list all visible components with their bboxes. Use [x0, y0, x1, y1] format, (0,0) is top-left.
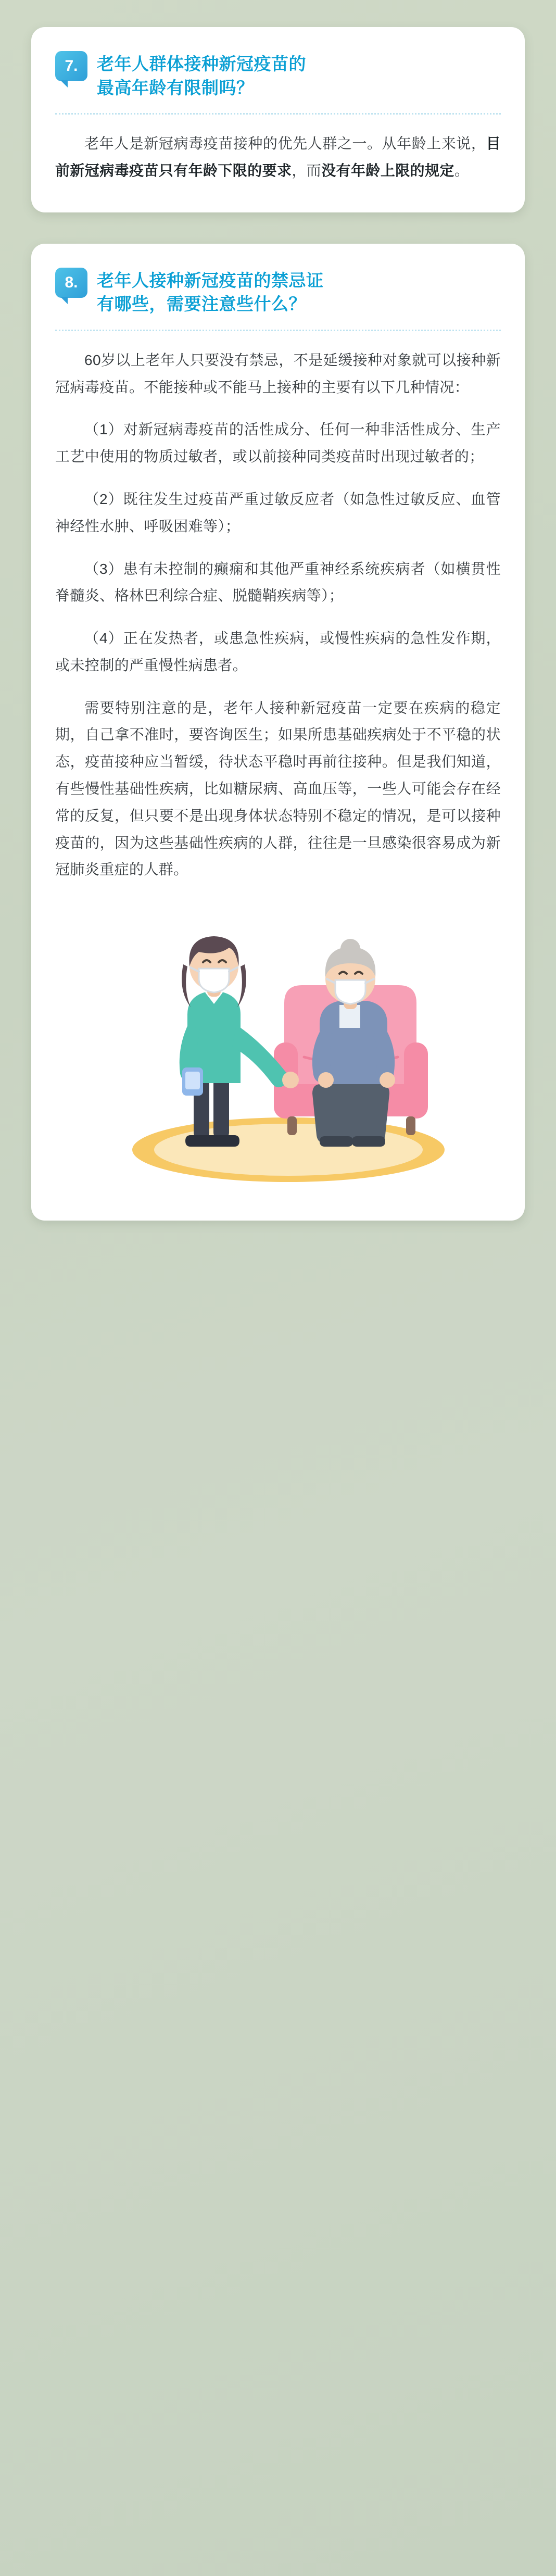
infographic-page	[0, 0, 556, 1283]
question-title-line: 有哪些，需要注意些什么？	[97, 294, 306, 314]
question-heading-7	[55, 51, 501, 99]
answer-paragraph-note: 需要特别注意的是，老年人接种新冠疫苗一定要在疾病的稳定期，自己拿不准时，要咨询医生；如果所患基础疾病处于不平稳的状态，疫苗接种应当暂缓，待状态平稳时再前往接种。但是我们知道，有些慢性基础性疾病，比如糖尿病、高血压等，一些人可能会存在经常的反复，但只要不是出现身体状态特别不稳定的情况，是可以接种疫苗的，因为这些基础性疾病的人群，往往是一旦感染很容易成为新冠肺炎重症的人群。	[55, 699, 501, 878]
illustration-container	[55, 901, 501, 1192]
text-run: 。	[454, 162, 470, 179]
question-title-line: 老年人接种新冠疫苗的禁忌证	[97, 270, 324, 290]
question-number-badge-7: 7.	[55, 51, 87, 81]
nurse-hand	[282, 1072, 299, 1088]
question-title-7	[97, 51, 306, 99]
answer-paragraph	[55, 130, 501, 184]
question-card-8	[31, 244, 525, 1221]
question-title-line: 老年人群体接种新冠疫苗的	[97, 54, 306, 73]
question-card-7	[31, 27, 525, 212]
text-run: 老年人是新冠病毒疫苗接种的优先人群之一。从年龄上来说，	[84, 135, 486, 152]
answer-paragraph-item-4: （4）正在发热者，或患急性疾病，或慢性疾病的急性发作期，或未控制的严重慢性病患者。	[55, 630, 501, 673]
dotted-divider	[55, 330, 501, 331]
text-run: ，而	[292, 162, 322, 179]
answer-paragraph-item-3: （3）患有未控制的癫痫和其他严重神经系统疾病者（如横贯性脊髓炎、格林巴利综合症、脱髓鞘疾病等）；	[55, 560, 501, 604]
dotted-divider	[55, 113, 501, 115]
page-bottom-spacer	[31, 1252, 525, 1262]
text-run-emphasis: 目前新冠病毒疫苗只有年龄下限的要求	[55, 135, 501, 179]
question-title-line: 最高年龄有限制吗？	[97, 78, 254, 97]
text-run-emphasis: 没有年龄上限的规定	[321, 162, 454, 179]
nurse-and-elderly-woman-illustration	[80, 901, 476, 1192]
answer-paragraph-item-2: （2）既往发生过疫苗严重过敏反应者（如急性过敏反应、血管神经性水肿、呼吸困难等）；	[55, 491, 501, 534]
elderly-woman-figure	[312, 939, 395, 1147]
question-number-badge-8: 8.	[55, 268, 87, 298]
question-heading-8	[55, 268, 501, 316]
question-title-8	[97, 268, 324, 316]
answer-paragraph-item-1: （1）对新冠病毒疫苗的活性成分、任何一种非活性成分、生产工艺中使用的物质过敏者，或以前接种同类疫苗时出现过敏者的；	[55, 421, 501, 465]
answer-paragraph: 60岁以上老年人只要没有禁忌，不是延缓接种对象就可以接种新冠病毒疫苗。不能接种或不能马上接种的主要有以下几种情况：	[55, 351, 501, 395]
